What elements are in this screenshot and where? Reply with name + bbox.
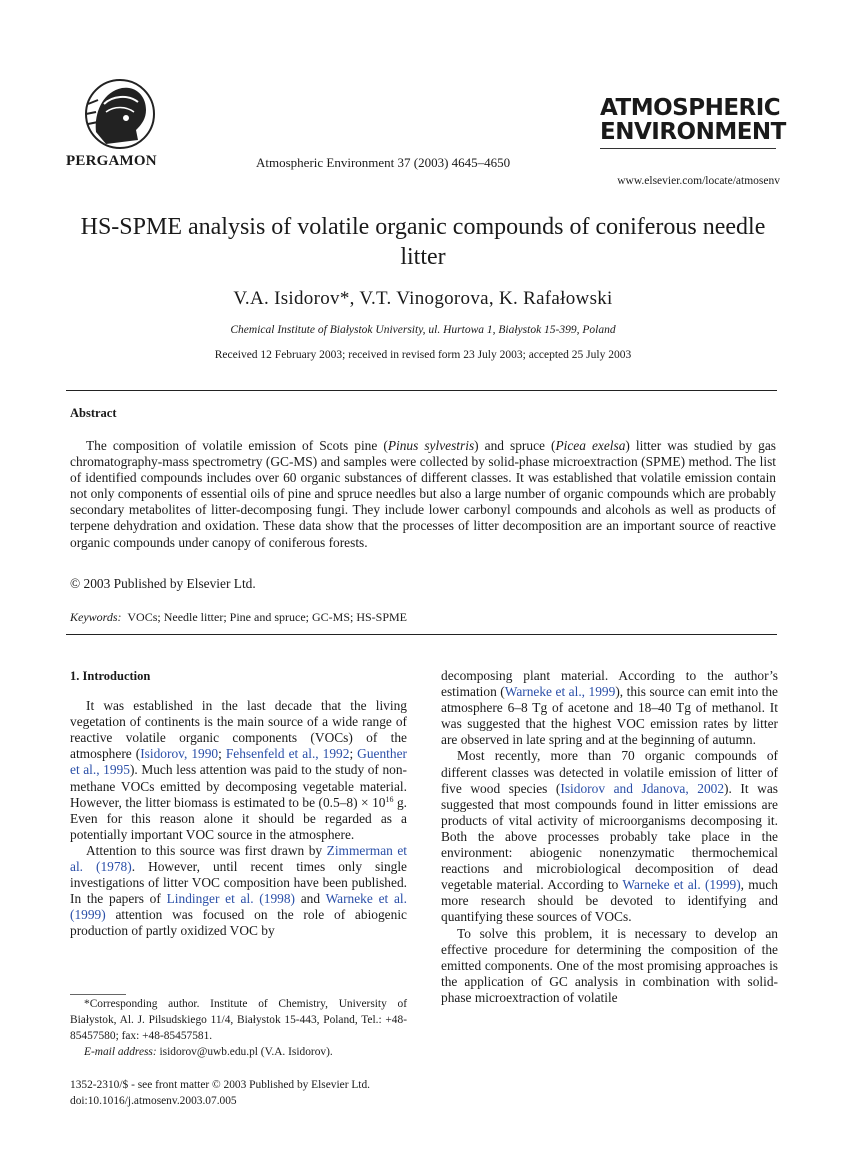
ref-isidorov-1990[interactable]: Isidorov, 1990 [140, 746, 219, 762]
email-address[interactable]: isidorov@uwb.edu.pl (V.A. Isidorov). [156, 1046, 333, 1058]
ref-fehsenfeld-1992[interactable]: Fehsenfeld et al., 1992 [225, 746, 350, 762]
issn-line: 1352-2310/$ - see front matter © 2003 Published by Elsevier Ltd. [70, 1079, 371, 1091]
top-divider [66, 390, 777, 391]
email-line: E-mail address: isidorov@uwb.edu.pl (V.A. Isidorov). [84, 1046, 333, 1058]
intro-paragraph-2-cont: decomposing plant material. According to the author’s estimation (Warneke et al., 1999), this source can emit into the atmosphere 6–8 Tg of acetone and 18–40 Tg of methanol. It was suggested that the highest VOC emission rates by litter are observed in late spring and at the beginning of autumn. [441, 668, 779, 748]
keywords-list: VOCs; Needle litter; Pine and spruce; GC-MS; HS-SPME [127, 610, 408, 624]
author-affiliation: Chemical Institute of Białystok University, ul. Hurtowa 1, Białystok 15-399, Poland [230, 324, 616, 336]
journal-brand [600, 95, 786, 145]
intro-paragraph-4: To solve this problem, it is necessary to develop an effective procedure for determining the composition of the emitted components. One of the most promising approaches is the application of GC analysis in combination with solid-phase microextraction of volatile [441, 925, 778, 1005]
ref-guenther-1995[interactable]: Guenther et al., 1995 [70, 746, 407, 778]
publisher-name: PERGAMON [66, 153, 157, 169]
ref-warneke-1999[interactable]: Warneke et al. (1999) [70, 891, 407, 923]
right-column [441, 668, 778, 1006]
journal-url[interactable]: www.elsevier.com/locate/atmosenv [617, 175, 780, 187]
keywords-label: Keywords: [70, 610, 122, 624]
footnote-divider [70, 994, 126, 995]
ref-warneke-1999-b[interactable]: Warneke et al., 1999 [504, 684, 616, 700]
ref-zimmerman-1978[interactable]: Zimmerman et al. (1978) [70, 842, 408, 875]
article-title: HS-SPME analysis of volatile organic compounds of coniferous needle litter [80, 214, 766, 270]
intro-paragraph-2: Attention to this source was first drawn by Zimmerman et al. (1978). However, until recent times only single investigations of litter VOC composition have been published. In the papers of Lindinger et al. (1998) and Warneke et al. (1999) attention was focused on the role of abiogenic production of partly oxidized VOC by [70, 842, 408, 939]
ref-lindinger-1998[interactable]: Lindinger et al. (1998) [166, 891, 295, 907]
received-dates: Received 12 February 2003; received in revised form 23 July 2003; accepted 25 July 2003 [214, 349, 632, 361]
doi-line[interactable]: doi:10.1016/j.atmosenv.2003.07.005 [70, 1095, 237, 1107]
footnote [70, 996, 407, 1060]
article-authors: V.A. Isidorov*, V.T. Vinogorova, K. Rafałowski [233, 288, 613, 309]
abstract-copyright: © 2003 Published by Elsevier Ltd. [70, 576, 256, 591]
intro-paragraph-1: It was established in the last decade that the living vegetation of continents is the main source of a wide range of reactive volatile organic components (VOCs) of the atmosphere (Isidorov, 1990; Fehsenfeld et al., 1992; Guenther et al., 1995). Much less attention was paid to the study of non-methane VOCs emitted by decomposing vegetable material. However, the litter biomass is estimated to be $(0.5-8) \times 10^{16}$ g. Even for this reason alone it should be regarded as a potentially important VOC source in the atmosphere. [70, 698, 408, 842]
brand-divider [600, 148, 776, 149]
intro-paragraph-3: Most recently, more than 70 organic compounds of different classes was detected in volatile emission of litter of five wood species (Isidorov and Jdanova, 2002). It was suggested that most compounds found in litter emissions are products of vital activity of microorganisms decomposing it. Both the above processes probably take place in the environment: abiogenic nonenzymatic thermochemical reactions and microbiological decomposition of dead vegetable material. According to Warneke et al. (1999), much more research should be devoted to identifying and quantifying these sources of VOCs. [441, 748, 778, 925]
front-matter [70, 1077, 370, 1109]
abstract-heading: Abstract [70, 406, 117, 420]
brand-line-1: ATMOSPHERIC [600, 95, 781, 121]
left-column [70, 668, 407, 940]
ref-warneke-1999-c[interactable]: Warneke et al. (1999) [622, 877, 741, 893]
brand-line-2: ENVIRONMENT [600, 119, 786, 145]
ref-isidorov-jdanova-2002[interactable]: Isidorov and Jdanova, 2002 [560, 780, 725, 796]
journal-citation: Atmospheric Environment 37 (2003) 4645–4650 [256, 155, 511, 170]
keywords [70, 610, 407, 625]
bottom-divider [66, 634, 777, 635]
abstract-text: The composition of volatile emission of Scots pine (Pinus sylvestris) and spruce (Picea exelsa) litter was studied by gas chromatography-mass spectrometry (GC-MS) and samples were collected by solid-phase microextraction (SPME) method. The list of identified compounds includes over 60 organic substances of different classes. It was established that volatile emission contain not only components of essential oils of pine and spruce needles but also a large number of organic compounds which are probably secondary metabolites of litter-decomposing fungi. They include lower carbonyl compounds and alcohols as well as products of terpene dehydration and oxidation. These data show that the processes of litter decomposition are an important source of reactive organic compounds under canopy of coniferous forests. [70, 438, 776, 550]
section-heading: 1. Introduction [70, 669, 151, 683]
pergamon-logo-icon [76, 74, 160, 154]
corresponding-author: *Corresponding author. Institute of Chemistry, University of Białystok, Al. J. Pilsudskiego 11/4, Białystok 15-443, Poland, Tel.: +48-85457580; fax: +48-85457581. [70, 998, 407, 1042]
